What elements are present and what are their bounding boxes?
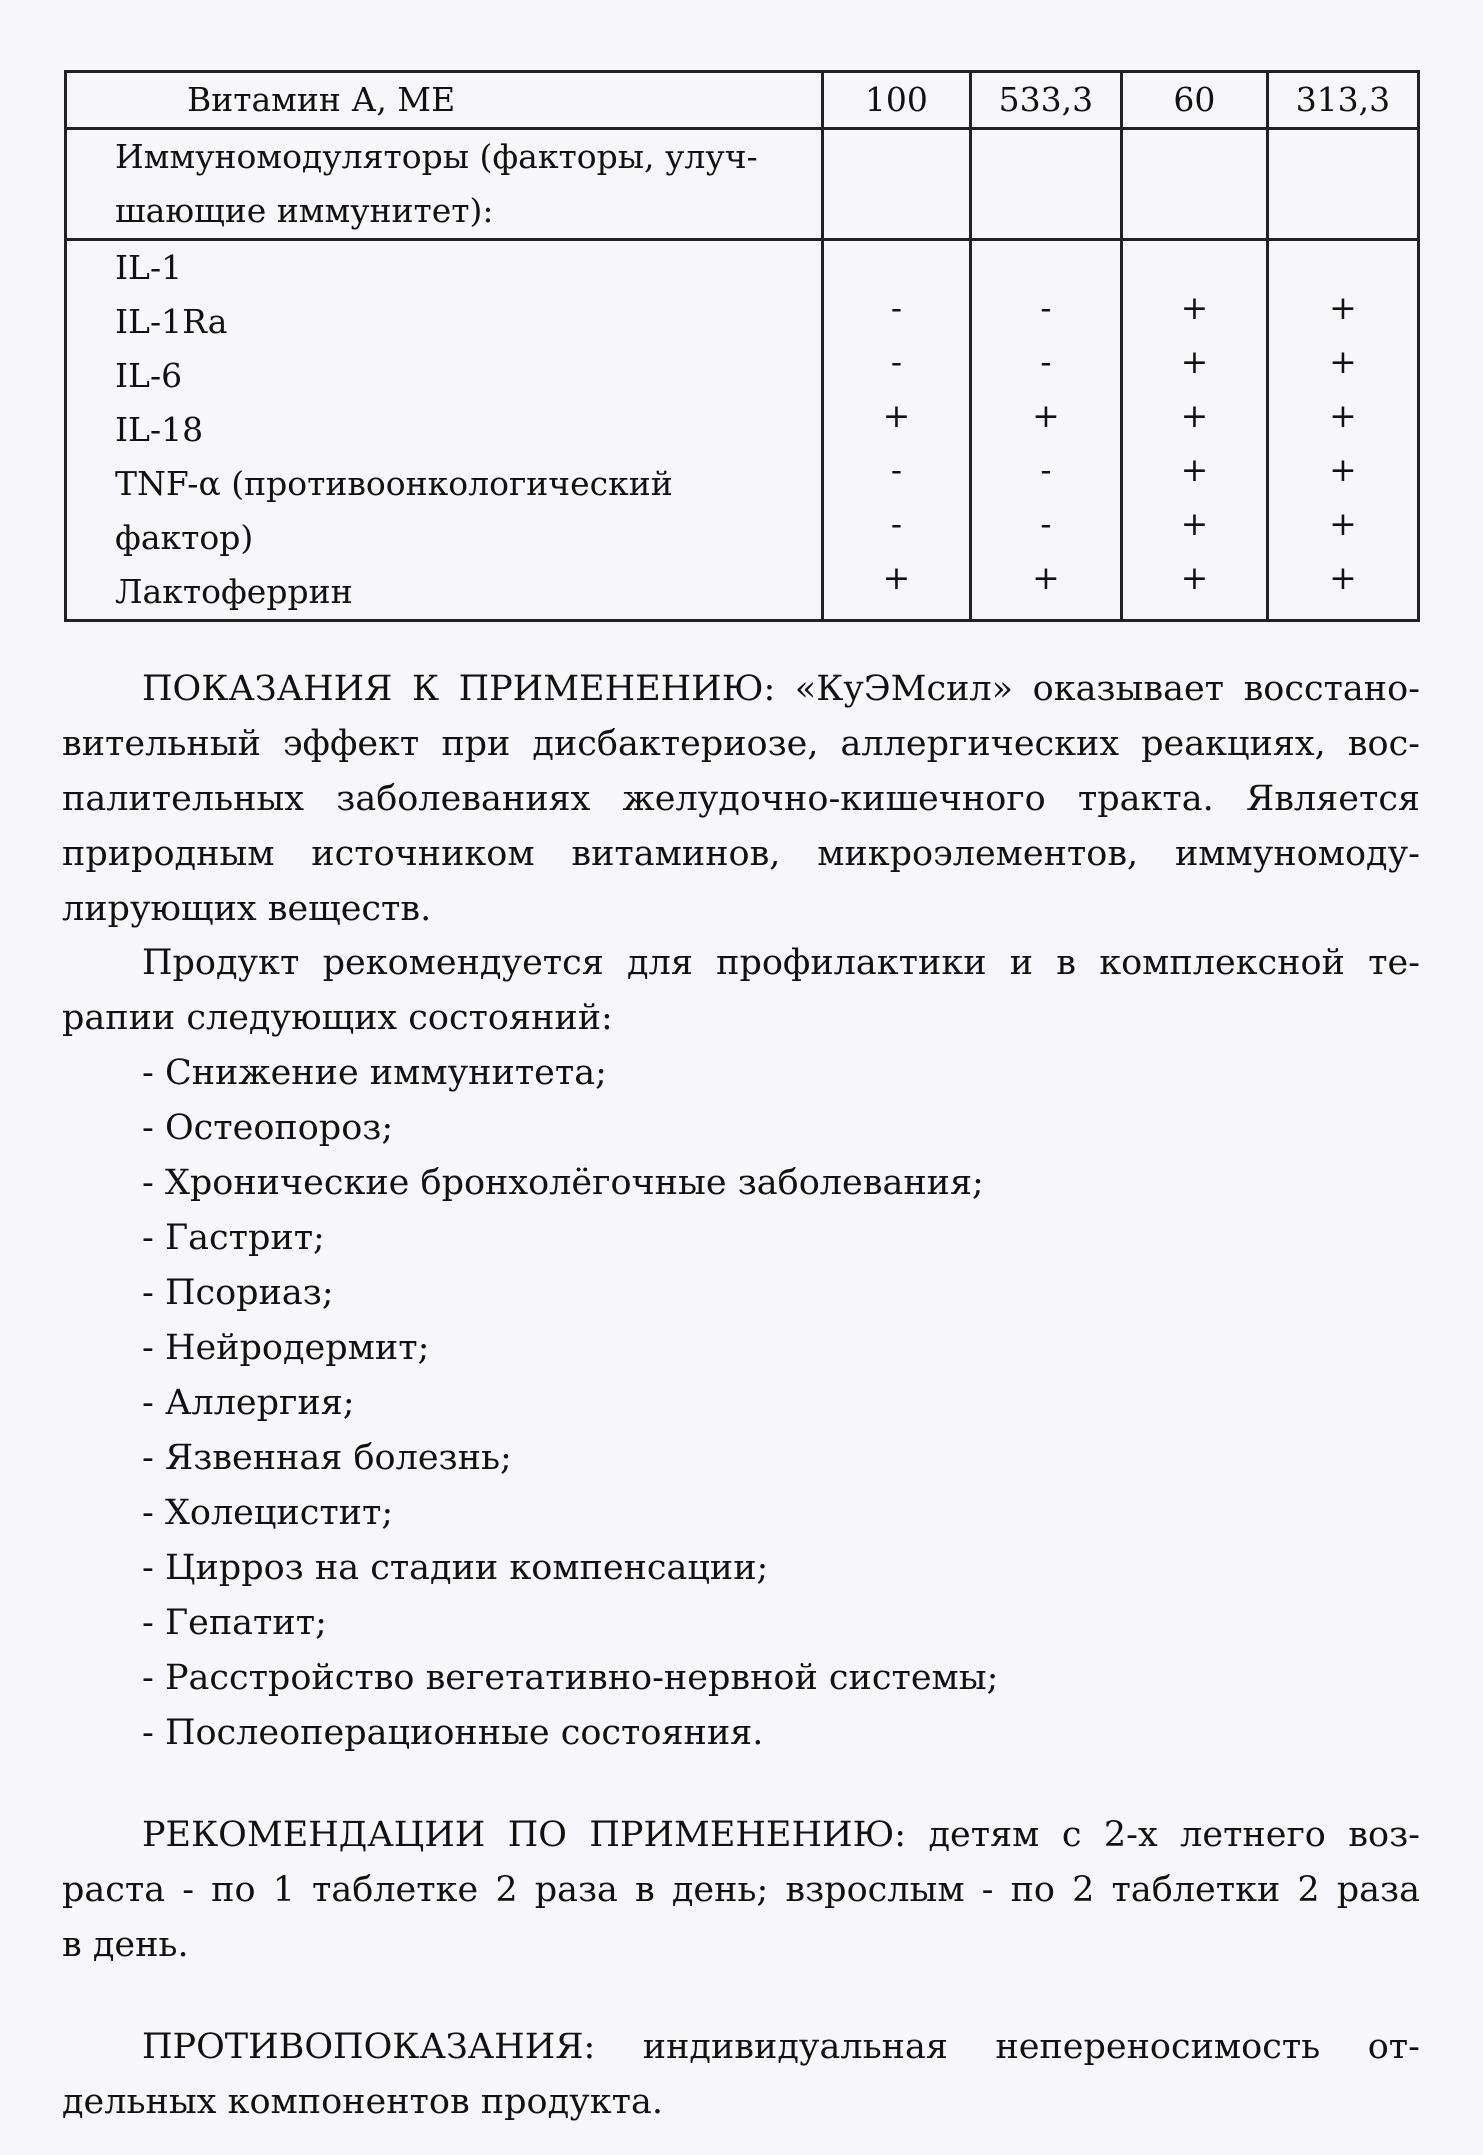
mark: + xyxy=(882,558,911,597)
table-cell-value xyxy=(1267,129,1418,240)
table-cell-value: 100 xyxy=(822,72,970,129)
usage-paragraph: РЕКОМЕНДАЦИИ ПО ПРИМЕНЕНИЮ: детям с 2-х летнего воз- раста - по 1 таблетке 2 раза в день; взрослым - по 2 таблетки 2 раза в день. xyxy=(62,1815,1420,1965)
list-item: - Снижение иммунитета; xyxy=(142,1053,607,1093)
table-row xyxy=(66,129,1419,240)
list-item: - Псориаз; xyxy=(142,1273,334,1313)
mark: + xyxy=(1329,504,1357,543)
table-cell-value xyxy=(1121,129,1267,240)
mark: + xyxy=(1032,396,1060,435)
list-item: - Остеопороз; xyxy=(142,1108,394,1148)
mark: + xyxy=(1032,558,1060,597)
list-item: - Послеоперационные состояния. xyxy=(142,1713,764,1753)
mark: + xyxy=(882,396,911,435)
composition-table xyxy=(64,70,1420,622)
table-cell-name: IL-1 IL-1Ra IL-6 IL-18 TNF-α (противоонкологический фактор) Лактоферрин xyxy=(66,240,823,621)
table-cell-value xyxy=(822,129,970,240)
list-item: - Расстройство вегетативно-нервной системы; xyxy=(142,1658,999,1698)
table-cell-value xyxy=(970,129,1121,240)
indications-paragraph: ПОКАЗАНИЯ К ПРИМЕНЕНИЮ: «КуЭМсил» оказывает восстано- вительный эффект при дисбактериозе, аллергических реакциях, вос- палительных заболеваниях желудочно-кишечного тракта. Является природным источником витаминов, микроэлементов, иммуномоду- лирующих веществ. xyxy=(62,669,1420,929)
table-cell-value: 60 xyxy=(1121,72,1267,129)
mark: + xyxy=(1180,558,1209,597)
mark: + xyxy=(1329,558,1357,597)
mark: + xyxy=(1329,396,1357,435)
list-item: - Язвенная болезнь; xyxy=(142,1438,512,1478)
mark: + xyxy=(1180,396,1209,435)
table-row xyxy=(66,72,1419,129)
list-item: - Гастрит; xyxy=(142,1218,325,1258)
recommended-paragraph: Продукт рекомендуется для профилактики и в комплексной те- рапии следующих состояний: xyxy=(62,943,1420,1038)
contraindications-paragraph: ПРОТИВОПОКАЗАНИЯ: индивидуальная непереносимость от- дельных компонентов продукта. xyxy=(62,2027,1420,2122)
mark: - xyxy=(890,504,902,543)
mark: + xyxy=(1329,342,1357,381)
table-cell-name: Витамин А, МЕ xyxy=(66,72,823,129)
mark: - xyxy=(1040,450,1052,489)
list-item: - Аллергия; xyxy=(142,1383,355,1423)
table-cell-marks xyxy=(1121,240,1267,621)
conditions-list xyxy=(142,1046,998,1761)
table-cell-name: Иммуномодуляторы (факторы, улуч- шающие иммунитет): xyxy=(66,129,823,240)
table-cell-value: 533,3 xyxy=(970,72,1121,129)
mark: + xyxy=(1180,450,1209,489)
mark: + xyxy=(1180,288,1209,327)
mark: - xyxy=(890,342,902,381)
mark: + xyxy=(1329,450,1357,489)
mark: - xyxy=(1040,504,1052,543)
table-cell-marks xyxy=(970,240,1121,621)
list-item: - Гепатит; xyxy=(142,1603,327,1643)
mark: - xyxy=(1040,288,1052,327)
table-cell-marks xyxy=(822,240,970,621)
mark: + xyxy=(1180,342,1209,381)
table-cell-marks xyxy=(1267,240,1418,621)
mark: + xyxy=(1180,504,1209,543)
list-item: - Холецистит; xyxy=(142,1493,394,1533)
list-item: - Нейродермит; xyxy=(142,1328,430,1368)
list-item: - Цирроз на стадии компенсации; xyxy=(142,1548,769,1588)
table-row xyxy=(66,240,1419,621)
table-cell-value: 313,3 xyxy=(1267,72,1418,129)
mark: + xyxy=(1329,288,1357,327)
mark: - xyxy=(1040,342,1052,381)
mark: - xyxy=(890,288,902,327)
mark: - xyxy=(890,450,902,489)
list-item: - Хронические бронхолёгочные заболевания; xyxy=(142,1163,984,1203)
